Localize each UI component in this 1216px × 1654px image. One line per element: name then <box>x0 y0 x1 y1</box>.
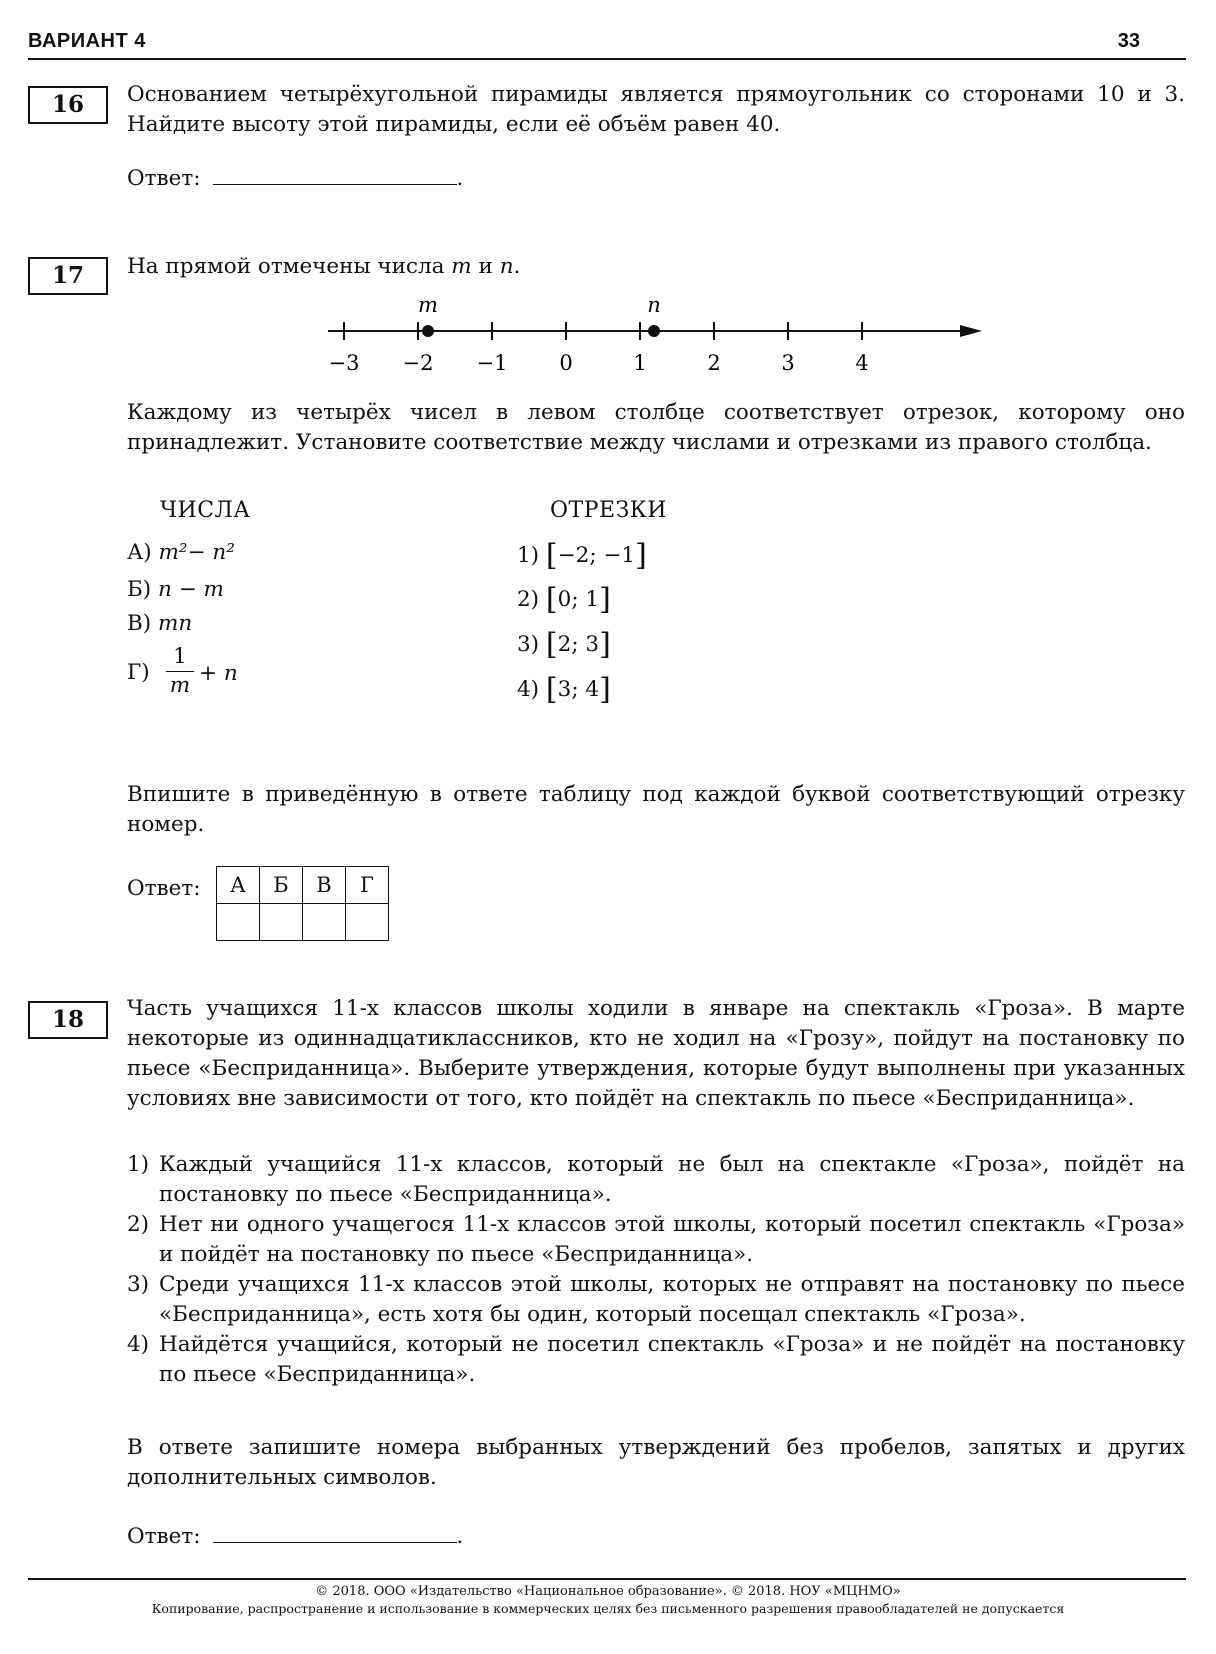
footer-copyright: © 2018. ООО «Издательство «Национальное образование». © 2018. НОУ «МЦНМО» <box>315 1584 901 1599</box>
question-16-number: 16 <box>28 86 108 124</box>
question-17-number: 17 <box>28 257 108 295</box>
header-divider <box>28 58 1186 60</box>
question-17-answer-label: Ответ: <box>127 876 201 901</box>
answer-cell-v[interactable] <box>303 904 346 941</box>
fraction: 1 m <box>166 644 194 699</box>
tick-label: 3 <box>781 351 795 375</box>
point-n <box>648 325 660 337</box>
segment-item-2: 2) [0; 1] <box>517 582 611 617</box>
point-m-label: m <box>418 293 438 317</box>
question-18-number: 18 <box>28 1001 108 1039</box>
segment-item-4: 4) [3; 4] <box>517 672 611 707</box>
point-m <box>422 325 434 337</box>
answer-cell-g[interactable] <box>346 904 389 941</box>
number-item-v: В) mn <box>127 611 193 636</box>
page-number: 33 <box>1117 30 1140 52</box>
column-right-header: ОТРЕЗКИ <box>550 498 667 523</box>
tick-label: −1 <box>476 351 508 375</box>
segment-item-3: 3) [2; 3] <box>517 627 611 662</box>
arrow-icon <box>960 325 982 337</box>
tick-label: 2 <box>707 351 721 375</box>
footer-notice: Копирование, распространение и использование в коммерческих целях без письменного разрешения правообладателей не допускается <box>151 1601 1065 1616</box>
table-header-v: В <box>303 867 346 904</box>
point-n-label: n <box>647 293 661 317</box>
question-18-text: Часть учащихся 11-х классов школы ходили в январе на спектакль «Гроза». В марте некоторые из одиннадцатиклассников, кто не ходил на «Грозу», пойдут на постановку по пьесе «Бесприданница». Выберите утверждения, которые будут выполнены при указанных условиях вне зависимости от того, кто пойдёт на спектакль по пьесе «Бесприданница». <box>127 996 1185 1111</box>
tick-label: 0 <box>559 351 573 375</box>
table-header-g: Г <box>346 867 389 904</box>
answer-label: Ответ: <box>127 1524 201 1549</box>
table-header-a: А <box>217 867 260 904</box>
question-18-options <box>127 1150 1185 1390</box>
answer-field[interactable] <box>213 1524 457 1543</box>
question-17-intro: На прямой отмечены числа m и n. <box>127 254 521 279</box>
question-18-answer: Ответ: . <box>127 1524 464 1549</box>
fraction-rest: + n <box>199 661 238 686</box>
variant-title: ВАРИАНТ 4 <box>28 30 146 52</box>
tick-label: 4 <box>855 351 869 375</box>
column-left-header: ЧИСЛА <box>160 498 251 523</box>
number-item-b: Б) n − m <box>127 577 224 602</box>
option-2: 2) Нет ни одного учащегося 11-х классов этой школы, который посетил спектакль «Гроза» и пойдёт на постановку по пьесе «Бесприданница». <box>127 1212 1185 1267</box>
option-1: 1) Каждый учащийся 11-х классов, который не был на спектакле «Гроза», пойдёт на постановку по пьесе «Бесприданница». <box>127 1152 1185 1207</box>
footer-divider <box>28 1578 1186 1580</box>
segment-item-1: 1) [−2; −1] <box>517 538 647 573</box>
tick-label: 1 <box>633 351 647 375</box>
question-17-task: Каждому из четырёх чисел в левом столбце соответствует отрезок, которому оно принадлежит. Установите соответствие между числами и отрезками из правого столбца. <box>127 400 1185 455</box>
option-3: 3) Среди учащихся 11-х классов этой школы, которых не отправят на постановку по пьесе «Бесприданница», есть хотя бы один, который посещал спектакль «Гроза». <box>127 1272 1185 1327</box>
table-header-b: Б <box>260 867 303 904</box>
answer-cell-a[interactable] <box>217 904 260 941</box>
question-16-text: Основанием четырёхугольной пирамиды является прямоугольник со сторонами 10 и 3. Найдите высоту этой пирамиды, если её объём равен 40. <box>127 82 1185 137</box>
number-item-a: А) m²− n² <box>127 540 235 565</box>
question-17-fill-instruction: Впишите в приведённую в ответе таблицу под каждой буквой соответствующий отрезку номер. <box>127 782 1185 837</box>
question-18-instruction: В ответе запишите номера выбранных утверждений без пробелов, запятых и других дополнительных символов. <box>127 1435 1185 1490</box>
answer-field[interactable] <box>213 166 457 185</box>
number-line <box>300 290 1000 380</box>
option-4: 4) Найдётся учащийся, который не посетил спектакль «Гроза» и не пойдёт на постановку по пьесе «Бесприданница». <box>127 1332 1185 1387</box>
answer-table <box>216 866 389 941</box>
number-item-g: Г) <box>127 660 150 685</box>
answer-label: Ответ: <box>127 166 201 191</box>
tick-label: −3 <box>328 351 360 375</box>
answer-cell-b[interactable] <box>260 904 303 941</box>
tick-label: −2 <box>402 351 434 375</box>
question-16-answer: Ответ: . <box>127 166 464 191</box>
